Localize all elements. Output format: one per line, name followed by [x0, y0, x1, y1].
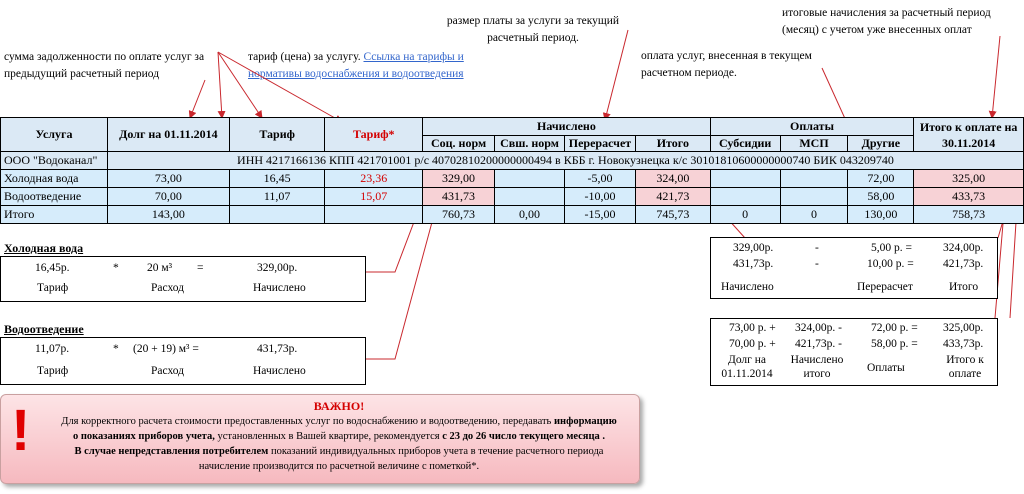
warning-line-1 [41, 414, 637, 429]
total-soc: 760,73 [423, 206, 495, 224]
row-itogo: 324,00 [635, 170, 710, 188]
header-soc-norm: Соц. норм [423, 136, 495, 152]
exclamation-icon: ! [11, 398, 31, 463]
org-name: ООО "Водоканал" [1, 152, 108, 170]
row-itogo: 421,73 [635, 188, 710, 206]
warning-line-3 [41, 444, 637, 459]
sewer-label-tariff: Тариф [37, 365, 69, 377]
tariff-note [248, 49, 480, 83]
row-msp [780, 188, 848, 206]
cold-op: * [113, 262, 119, 274]
total-total: 758,73 [914, 206, 1024, 224]
header-other: Другие [848, 136, 914, 152]
sewer-usage: (20 + 19) м³ = [133, 343, 199, 355]
sewer-calc-box [0, 337, 366, 385]
total-tariff [229, 206, 325, 224]
row-total: 325,00 [914, 170, 1024, 188]
calc1-r1-recalc: 5,00 р. = [871, 242, 912, 254]
header-tariff: Тариф [229, 118, 325, 152]
header-debt: Долг на 01.11.2014 [107, 118, 229, 152]
warning-l1b: информацию [553, 416, 617, 427]
cold-title: Холодная вода [4, 241, 84, 255]
row-debt: 73,00 [107, 170, 229, 188]
warning-title: ВАЖНО! [313, 399, 365, 413]
charge-note: размер платы за услуги за текущий расчетный период. [446, 15, 620, 44]
row-debt: 70,00 [107, 188, 229, 206]
warning-line-4: начисление производится по расчетной величине с пометкой*. [198, 461, 480, 472]
row-tariff: 16,45 [229, 170, 325, 188]
recalc-calc-box [710, 237, 998, 299]
calc1-label-accrued: Начислено [721, 281, 774, 293]
warning-l2a: о показаниях приборов учета, [72, 431, 215, 442]
row-soc: 329,00 [423, 170, 495, 188]
header-subsidy: Субсидии [710, 136, 780, 152]
total-other: 130,00 [848, 206, 914, 224]
total-calc-box [710, 318, 998, 386]
calc2-r1-total: 325,00р. [943, 322, 984, 334]
calc1-label-recalc: Перерасчет [857, 281, 913, 293]
row-service: Холодная вода [1, 170, 108, 188]
row-msp [780, 170, 848, 188]
row-over [495, 170, 565, 188]
calc1-r2-recalc: 10,00 р. = [867, 258, 914, 270]
table-row-total [1, 206, 1024, 224]
row-other: 72,00 [848, 170, 914, 188]
warning-l3b: показаний индивидуальных приборов учета в течение расчетного периода [268, 446, 604, 457]
table-row [1, 188, 1024, 206]
header-accrued: Начислено [423, 118, 711, 136]
header-service: Услуга [1, 118, 108, 152]
cold-calc-box [0, 256, 366, 302]
calc1-r1-accrued: 329,00р. [733, 242, 774, 254]
calc1-r2-minus: - [815, 258, 819, 270]
calc2-r2-paid: 58,00 р. = [871, 338, 918, 350]
total-note: итоговые начисления за расчетный период (месяц) с учетом уже внесенных оплат [782, 7, 991, 36]
calc1-r2-accrued: 431,73р. [733, 258, 774, 270]
header-payments: Оплаты [710, 118, 914, 136]
warning-l2c: с 23 до 26 число текущего месяца . [442, 431, 606, 442]
org-details: ИНН 4217166136 КПП 421701001 р/с 40702810200000000494 в КББ г. Новокузнецка к/с 30101810600000000740 БИК 043209740 [107, 152, 1023, 170]
total-msp: 0 [780, 206, 848, 224]
header-over-norm: Свш. норм [495, 136, 565, 152]
calc2-r1-debt: 73,00 р. + [729, 322, 776, 334]
warning-l2b: установленных в Вашей квартире, рекомендуется [214, 431, 443, 442]
row-tariff-star: 15,07 [325, 188, 423, 206]
row-over [495, 188, 565, 206]
sewer-label-usage: Расход [151, 365, 185, 377]
calc2-r2-debt: 70,00 р. + [729, 338, 776, 350]
row-tariff: 11,07 [229, 188, 325, 206]
calc2-r1-paid: 72,00 р. = [871, 322, 918, 334]
cold-tariff: 16,45р. [35, 262, 70, 274]
total-debt: 143,00 [107, 206, 229, 224]
calc1-label-total: Итого [949, 281, 979, 293]
total-over: 0,00 [495, 206, 565, 224]
calc2-r2-accrued: 421,73р. - [795, 338, 842, 350]
row-service: Водоотведение [1, 188, 108, 206]
warning-l3a: В случае непредставления потребителем [74, 446, 269, 457]
header-total-to-pay: Итого к оплате на 30.11.2014 [914, 118, 1024, 152]
payment-note: оплата услуг, внесенная в текущем расчетном периоде. [641, 50, 812, 79]
row-recalc: -10,00 [564, 188, 635, 206]
sewer-result: 431,73р. [257, 343, 298, 355]
total-service: Итого [1, 206, 108, 224]
total-recalc: -15,00 [564, 206, 635, 224]
sewer-label-result: Начислено [253, 365, 306, 377]
calc2-r2-total: 433,73р. [943, 338, 984, 350]
cold-label-tariff: Тариф [37, 282, 69, 294]
row-total: 433,73 [914, 188, 1024, 206]
row-other: 58,00 [848, 188, 914, 206]
sewer-op: * [113, 343, 119, 355]
total-itogo: 745,73 [635, 206, 710, 224]
calc2-label-accrued: Начислено итого [790, 354, 844, 380]
cold-label-usage: Расход [151, 282, 185, 294]
table-row [1, 170, 1024, 188]
row-recalc: -5,00 [564, 170, 635, 188]
calc1-r2-total: 421,73р. [943, 258, 984, 270]
header-msp: МСП [780, 136, 848, 152]
cold-eq: = [197, 262, 204, 274]
debt-note: сумма задолженности по оплате услуг за предыдущий расчетный период [4, 51, 205, 80]
warning-text [41, 399, 637, 474]
calc1-r1-minus: - [815, 242, 819, 254]
warning-line-2 [41, 429, 637, 444]
row-subsidy [710, 188, 780, 206]
tariff-link[interactable]: Ссылка на тарифы и нормативы водоснабжения и водоотведения [248, 51, 464, 80]
header-itogo: Итого [635, 136, 710, 152]
cold-result: 329,00р. [257, 262, 298, 274]
cold-usage: 20 м³ [147, 262, 173, 274]
warning-box [0, 394, 640, 484]
row-tariff-star: 23,36 [325, 170, 423, 188]
total-tariff-star [325, 206, 423, 224]
tariff-note-text: тариф (цена) за услугу. [248, 51, 361, 63]
header-tariff-star: Тариф* [325, 118, 423, 152]
row-soc: 431,73 [423, 188, 495, 206]
warning-l1a: Для корректного расчета стоимости предоставленных услуг по водоснабжению и водоотведению, передавать [61, 416, 554, 427]
cold-label-result: Начислено [253, 282, 306, 294]
calc2-r1-accrued: 324,00р. - [795, 322, 842, 334]
calc2-label-paid: Оплаты [867, 362, 905, 374]
sewer-tariff: 11,07р. [35, 343, 70, 355]
calc2-label-debt: Долг на 01.11.2014 [721, 354, 773, 380]
row-subsidy [710, 170, 780, 188]
calc2-label-total: Итого к оплате [946, 354, 984, 380]
calc1-r1-total: 324,00р. [943, 242, 984, 254]
bill-table [0, 117, 1024, 224]
sewer-title: Водоотведение [4, 322, 84, 336]
total-subsidy: 0 [710, 206, 780, 224]
header-recalc: Перерасчет [564, 136, 635, 152]
